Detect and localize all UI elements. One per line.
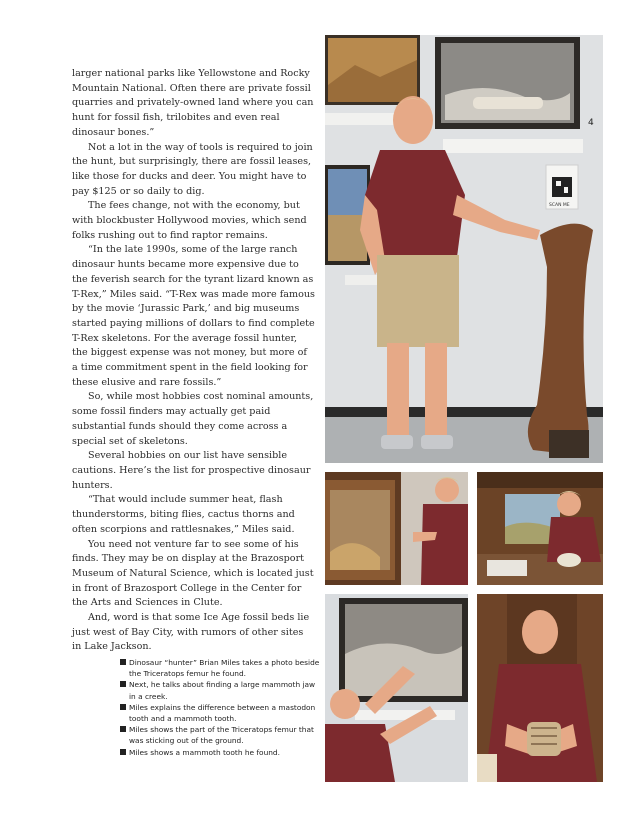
caption-item — [120, 702, 320, 724]
photo-femur-in-ground — [325, 594, 468, 782]
caption-item — [120, 747, 320, 758]
article-paragraph: So, while most hobbies cost nominal amounts, some fossil finders may actually get paid substantial funds should they come across a special set of skeletons. — [72, 391, 314, 447]
article-body — [72, 67, 315, 655]
qr-code-icon — [552, 177, 572, 197]
article-paragraph: “That would include summer heat, flash thunderstorms, biting flies, cactus thorns and often scorpions and rattlesnakes,” Miles said. — [72, 494, 295, 535]
qr-label: SCAN ME — [549, 203, 570, 208]
caption-text: Miles shows a mammoth tooth he found. — [129, 747, 280, 757]
article-paragraph: And, word is that some Ice Age fossil beds lie just west of Bay City, with rumors of other sites in Lake Jackson. — [72, 612, 310, 653]
photo-captions — [120, 657, 320, 758]
bullet-square-icon — [120, 659, 126, 665]
article-paragraph: You need not venture far to see some of his finds. They may be on display at the Brazosport Museum of Natural Science, which is located just in front of Brazosport College in the Center for the Arts and Sciences in Clute. — [72, 538, 314, 609]
article-paragraph: Several hobbies on our list have sensible cautions. Here’s the list for prospective dinosaur hunters. — [72, 450, 311, 491]
photo-tooth-comparison — [477, 472, 603, 585]
caption-text: Dinosaur “hunter” Brian Miles takes a photo beside the Triceratops femur he found. — [129, 658, 320, 679]
bullet-square-icon — [120, 726, 126, 732]
caption-text: Next, he talks about finding a large mammoth jaw in a creek. — [129, 680, 316, 701]
caption-item — [120, 657, 320, 679]
caption-text: Miles shows the part of the Triceratops femur that was sticking out of the ground. — [129, 725, 314, 746]
article-paragraph: The fees change, not with the economy, but with blockbuster Hollywood movies, which send folks rushing out to find raptor remains. — [72, 200, 307, 241]
photo-mammoth-tooth — [477, 594, 603, 782]
caption-item — [120, 679, 320, 701]
bullet-square-icon — [120, 681, 126, 687]
article-paragraph: larger national parks like Yellowstone and Rocky Mountain National. Often there are private fossil quarries and privately-owned land where you can hunt for fossil fish, trilobites and even real dinosaur bones.” — [72, 68, 314, 138]
photo-mammoth-jaw — [325, 472, 468, 585]
bullet-square-icon — [120, 704, 126, 710]
bullet-square-icon — [120, 749, 126, 755]
caption-text: Miles explains the difference between a mastodon tooth and a mammoth tooth. — [129, 702, 316, 724]
article-paragraph: Not a lot in the way of tools is required to join the hunt, but surprisingly, there are fossil leases, like those for ducks and deer. You might have to pay $125 or so daily to dig. — [72, 141, 313, 197]
article-paragraph: “In the late 1990s, some of the large ranch dinosaur hunts became more expensive due to the feverish search for the tyrant lizard known as T-Rex,” Miles said. “T-Rex was made more famous by the movie ‘Jurassic Park,’ and big museums started paying millions of dollars to find complete T-Rex skeletons. For the average fossil hunter, the biggest expense was not money, but more of a time commitment spent in the field looking for these elusive and rare fossils.” — [72, 244, 315, 388]
main-photo-femur — [325, 35, 603, 463]
exhibit-number: 4 — [588, 118, 594, 128]
caption-item — [120, 724, 320, 746]
